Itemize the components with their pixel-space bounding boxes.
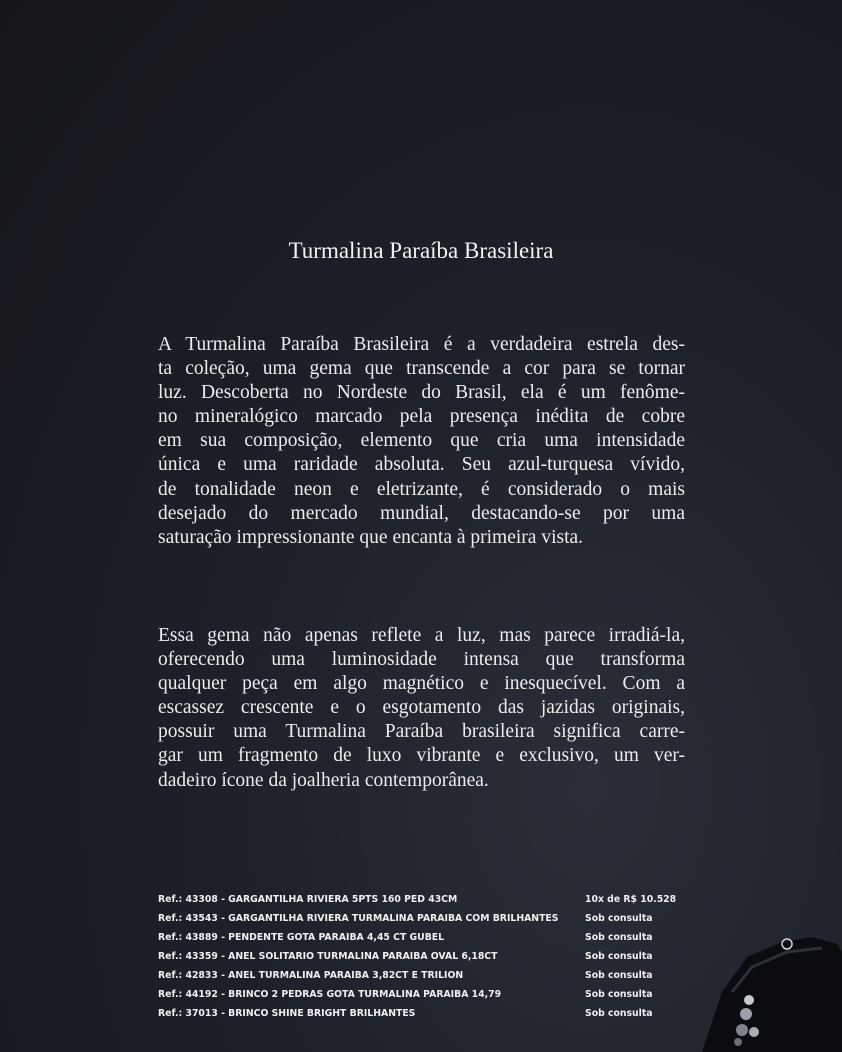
product-row[interactable] xyxy=(158,966,688,985)
product-price: Sob consulta xyxy=(585,951,653,962)
text-line: no mineralógico marcado pela presença inédita de cobre xyxy=(158,406,685,428)
paragraph-2 xyxy=(158,624,685,793)
text-line: ta coleção, uma gema que transcende a cor para se tornar xyxy=(158,358,685,380)
text-line: de tonalidade neon e eletrizante, é considerado o mais xyxy=(158,478,685,500)
text-line: dadeiro ícone da joalheria contemporânea. xyxy=(158,769,489,791)
product-name: Ref.: 37013 - BRINCO SHINE BRIGHT BRILHANTES xyxy=(158,1008,416,1019)
product-row[interactable] xyxy=(158,947,688,966)
product-row[interactable] xyxy=(158,928,688,947)
jewelry-image xyxy=(702,882,842,1052)
product-price: Sob consulta xyxy=(585,970,653,981)
product-price: Sob consulta xyxy=(585,932,653,943)
product-name: Ref.: 43889 - PENDENTE GOTA PARAIBA 4,45 CT GUBEL xyxy=(158,932,445,943)
product-name: Ref.: 42833 - ANEL TURMALINA PARAIBA 3,82CT E TRILION xyxy=(158,970,464,981)
text-line: gar um fragmento de luxo vibrante e exclusivo, um ver- xyxy=(158,745,685,767)
text-line: luz. Descoberta no Nordeste do Brasil, ela é um fenôme- xyxy=(158,382,685,404)
text-line: desejado do mercado mundial, destacando-se por uma xyxy=(158,502,685,524)
product-price: Sob consulta xyxy=(585,989,653,1000)
product-row[interactable] xyxy=(158,985,688,1004)
product-price: Sob consulta xyxy=(585,913,653,924)
text-line: em sua composição, elemento que cria uma intensidade xyxy=(158,430,685,452)
page-title: Turmalina Paraíba Brasileira xyxy=(288,238,554,263)
product-row[interactable] xyxy=(158,909,688,928)
product-name: Ref.: 43543 - GARGANTILHA RIVIERA TURMALINA PARAIBA COM BRILHANTES xyxy=(158,913,559,924)
text-line: escassez crescente e o esgotamento das jazidas originais, xyxy=(158,697,685,719)
product-price: 10x de R$ 10.528 xyxy=(585,894,677,905)
product-name: Ref.: 43308 - GARGANTILHA RIVIERA 5PTS 160 PED 43CM xyxy=(158,894,458,905)
text-line: qualquer peça em algo magnético e inesquecível. Com a xyxy=(158,673,685,695)
product-row[interactable] xyxy=(158,1004,688,1023)
product-name: Ref.: 44192 - BRINCO 2 PEDRAS GOTA TURMALINA PARAIBA 14,79 xyxy=(158,989,502,1000)
product-name: Ref.: 43359 - ANEL SOLITARIO TURMALINA PARAIBA OVAL 6,18CT xyxy=(158,951,498,962)
text-line: única e uma raridade absoluta. Seu azul-turquesa vívido, xyxy=(158,454,685,476)
text-line: Essa gema não apenas reflete a luz, mas parece irradiá-la, xyxy=(158,625,685,646)
product-row[interactable] xyxy=(158,890,688,909)
product-list xyxy=(158,890,688,1023)
product-price: Sob consulta xyxy=(585,1008,653,1019)
text-line: A Turmalina Paraíba Brasileira é a verdadeira estrela des- xyxy=(158,334,685,355)
text-line: saturação impressionante que encanta à primeira vista. xyxy=(158,526,584,548)
text-line: oferecendo uma luminosidade intensa que transforma xyxy=(158,649,685,671)
text-line: possuir uma Turmalina Paraíba brasileira significa carre- xyxy=(158,721,685,743)
paragraph-1 xyxy=(158,333,685,550)
